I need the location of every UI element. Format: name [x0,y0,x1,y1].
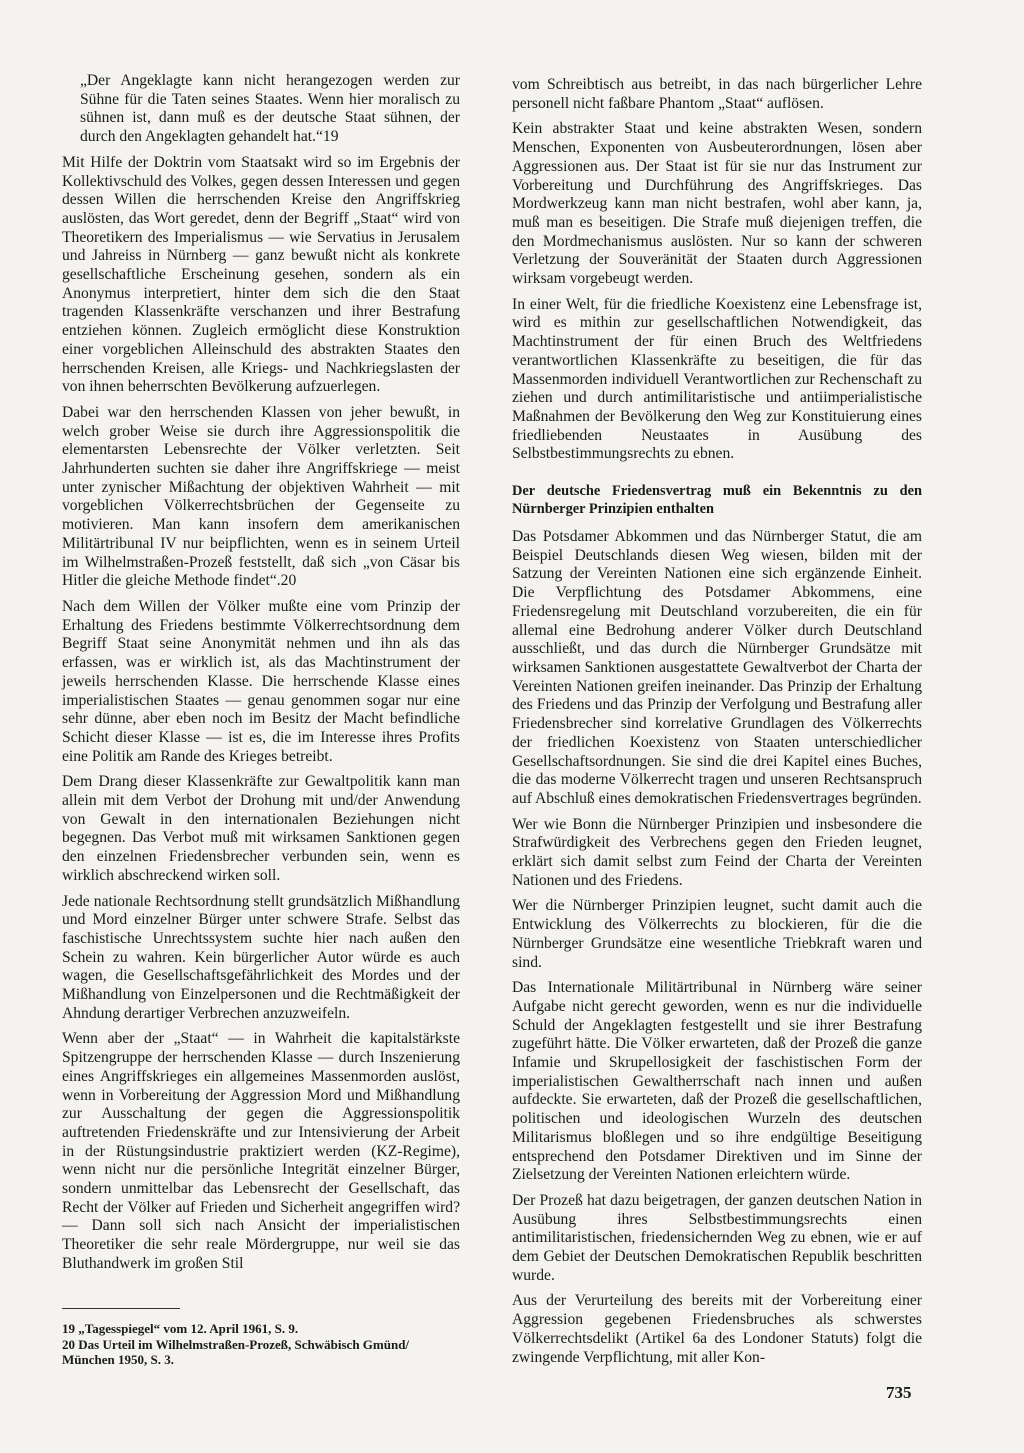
paragraph: Wenn aber der „Staat“ — in Wahrheit die kapitalstärkste Spitzengruppe der herrschenden Klasse — durch Inszenierung eines Angriffskrieges ein allgemeines Massenmorden auslöst, wenn in Vorbereitung der Aggression Mord und Mißhandlung zur Ausschaltung der gegen die Aggressionspolitik auftretenden Friedenskräfte und zur Intensivierung der Arbeit in der Rüstungsindustrie praktiziert werden (KZ-Regime), wenn nicht nur die persönliche Integrität einzelner Bürger, sondern unmittelbar das Lebensrecht der Gesellschaft, das Recht der Völker auf Frieden und Sicherheit angegriffen wird? — Dann soll sich nach Ansicht der imperialistischen Theoretiker die sehr reale Mördergruppe, nur weil sie das Bluthandwerk im großen Stil [62,1030,460,1272]
page-number: 735 [886,1383,912,1402]
paragraph: Das Potsdamer Abkommen und das Nürnberger Statut, die am Beispiel Deutschlands diesen Weg wiesen, bilden mit der Satzung der Vereinten Nationen eine sich ergänzende Einheit. Die Verpflichtung des Potsdamer Abkommens, eine Friedensregelung mit Deutschland vorzubereiten, die ein für allemal eine Bedrohung anderer Völker durch Deutschland ausschließt, und das durch die Nürnberger Grundsätze mit wirksamen Sanktionen ausgestattete Gewaltverbot der Charta der Vereinten Nationen greifen ineinander. Das Prinzip der Erhaltung des Friedens und das Prinzip der Verfolgung und Bestrafung aller Friedensbrecher sind korrelative Grundlagen des Völkerrechts der friedlichen Koexistenz von Staaten unterschiedlicher Gesellschaftsordnungen. Sie sind die drei Kapitel eines Buches, die das moderne Völkerrecht tragen und unseren Rechtsanspruch auf Abschluß eines demokratischen Friedensvertrages begründen. [512,528,922,807]
paragraph: Dem Drang dieser Klassenkräfte zur Gewaltpolitik kann man allein mit dem Verbot der Drohung mit und/der Anwendung von Gewalt in den internationalen Beziehungen nicht begegnen. Das Verbot muß mit wirksamen Sanktionen gegen den einzelnen Friedensbrecher verbunden sein, wenn es wirklich abschreckend wirken soll. [62,773,460,884]
paragraph: In einer Welt, für die friedliche Koexistenz eine Lebensfrage ist, wird es mithin zur gesellschaftlichen Notwendigkeit, das Machtinstrument der für einen Bruch des Weltfriedens verantwortlichen Klassenkräfte zu beseitigen, die für das Massenmorden individuell Verantwortlichen zur Rechenschaft zu ziehen und durch antimilitaristische und antiimperialistische Maßnahmen der Bevölkerung den Weg zur Konstituierung eines friedliebenden Neustaates in Ausübung des Selbstbestimmungsrechts zu ebnen. [512,295,922,463]
section-heading: Der deutsche Friedensvertrag muß ein Bekenntnis zu den Nürnberger Prinzipien enthalten [512,483,922,518]
paragraph: Nach dem Willen der Völker mußte eine vom Prinzip der Erhaltung des Friedens bestimmte Völkerrechtsordnung dem Begriff Staat seine Anonymität nehmen und ihn als das erfassen, was er wirklich ist, als das Machtinstrument der jeweils herrschenden Klasse. Die herrschende Klasse eines imperialistischen Staates — genau genommen sogar nur eine sehr dünne, aber eben noch im Besitz der Macht befindliche Schicht dieser Klasse — ist es, die im Interesse ihres Profits eine Politik am Rande des Krieges betreibt. [62,597,460,765]
paragraph: Dabei war den herrschenden Klassen von jeher bewußt, in welch grober Weise sie durch ihre Aggressionspolitik die elementarsten Lebensrechte der Völker verletzten. Seit Jahrhunderten suchten sie daher ihre Angriffskriege — meist unter zynischer Mißachtung der objektiven Wahrheit — mit vorgeblichen Völkerrechtsbrüchen der Gegenseite zu motivieren. Man kann insofern dem amerikanischen Militärtribunal IV nur beipflichten, wenn es in seinem Urteil im Wilhelmstraßen-Prozeß feststellt, daß sich „von Cäsar bis Hitler die gleiche Methode findet“.20 [62,403,460,590]
paragraph: Der Prozeß hat dazu beigetragen, der ganzen deutschen Nation in Ausübung ihres Selbstbestimmungsrechts einen antimilitaristischen, friedensichernden Weg zu ebnen, wie er auf dem Gebiet der Deutschen Demokratischen Republik beschritten wurde. [512,1191,922,1284]
left-column [62,72,460,1281]
paragraph: Das Internationale Militärtribunal in Nürnberg wäre seiner Aufgabe nicht gerecht geworden, wenn es nur die individuelle Schuld der Angeklagten festgestellt und sie ihrer Bestrafung zugeführt hätte. Die Völker erwarteten, daß der Prozeß die ganze Infamie und Skrupellosigkeit der faschistischen Form der imperialistischen Gewaltherrschaft nach innen und außen aufdeckte. Sie erwarteten, daß der Prozeß die gesellschaftlichen, politischen und ideologischen Wurzeln des deutschen Militarismus bloßlegen und so ihre endgültige Beseitigung entsprechend den Potsdamer Direktiven und im Sinne der Zielsetzung der Vereinten Nationen erleichtern würde. [512,979,922,1184]
paragraph: Jede nationale Rechtsordnung stellt grundsätzlich Mißhandlung und Mord einzelner Bürger unter schwere Strafe. Selbst das faschistische Unrechtssystem suchte hier nach außen den Schein zu wahren. Kein bürgerlicher Autor würde es auch wagen, die Gesellschaftsgefährlichkeit des Mordes und der Mißhandlung von Einzelpersonen und die Rechtmäßigkeit der Ahndung derartiger Verbrechen anzuzweifeln. [62,892,460,1022]
footnote-20: 20 Das Urteil im Wilhelmstraßen-Prozeß, Schwäbisch Gmünd/ München 1950, S. 3. [62,1336,410,1367]
footnote-19: 19 „Tagesspiegel“ vom 12. April 1961, S. 9. [62,1321,299,1336]
paragraph: vom Schreibtisch aus betreibt, in das nach bürgerlicher Lehre personell nicht faßbare Phantom „Staat“ auflösen. [512,76,922,112]
footnote-rule [62,1308,180,1309]
paragraph: Wer die Nürnberger Prinzipien leugnet, sucht damit auch die Entwicklung des Völkerrechts zu blockieren, für die die Nürnberger Grundsätze eine wesentliche Triebkraft waren und sind. [512,897,922,971]
footnotes [62,1308,460,1368]
paragraph: Aus der Verurteilung des bereits mit der Vorbereitung einer Aggression gegebenen Friedensbruches als schwerstes Völkerrechtsdelikt (Artikel 6a des Londoner Statuts) folgt die zwingende Verpflichtung, mit aller Kon- [512,1292,922,1366]
paragraph: Kein abstrakter Staat und keine abstrakten Wesen, sondern Menschen, Exponenten von Ausbeuterordnungen, lösen aber Aggressionen aus. Der Staat ist für sie nur das Instrument zur Vorbereitung und Durchführung des Angriffskrieges. Das Mordwerkzeug kann man nicht bestrafen, wohl aber kann, ja, muß man es beseitigen. Die Strafe muß diejenigen treffen, die den Mordmechanismus auslösten. Nur so kann der schweren Verletzung der Souveränität der Staaten durch Aggressionen wirksam vorgebeugt werden. [512,120,922,288]
paragraph: Wer wie Bonn die Nürnberger Prinzipien und insbesondere die Strafwürdigkeit des Verbrechens gegen den Frieden leugnet, erklärt sich damit selbst zum Feind der Charta der Vereinten Nationen und des Friedens. [512,815,922,889]
paragraph-quote: „Der Angeklagte kann nicht herangezogen werden zur Sühne für die Taten seines Staates. Wenn hier moralisch zu sühnen ist, dann muß es der deutsche Staat sühnen, der durch den Angeklagten gehandelt hat.“19 [80,72,460,146]
paragraph: Mit Hilfe der Doktrin vom Staatsakt wird so im Ergebnis der Kollektivschuld des Volkes, gegen dessen Interessen und gegen dessen Willen die herrschenden Kreise den Angriffskrieg auslösten, das Wort geredet, denn der Begriff „Staat“ wird von Theoretikern des Imperialismus — wie Servatius in Jerusalem und Jahreiss in Nürnberg — ganz bewußt nicht als konkrete gesellschaftliche Erscheinung gesehen, sondern als ein Anonymus interpretiert, hinter dem sich die den Staat tragenden Klassenkräfte verschanzen und ihrer Bestrafung entziehen können. Zugleich ermöglicht diese Konstruktion einer vorgeblichen Alleinschuld des abstrakten Staates den herrschenden Kreisen, alle Kriegs- und Nachkriegslasten der von ihnen beherrschten Bevölkerung aufzuerlegen. [62,153,460,396]
right-column [512,76,922,1374]
